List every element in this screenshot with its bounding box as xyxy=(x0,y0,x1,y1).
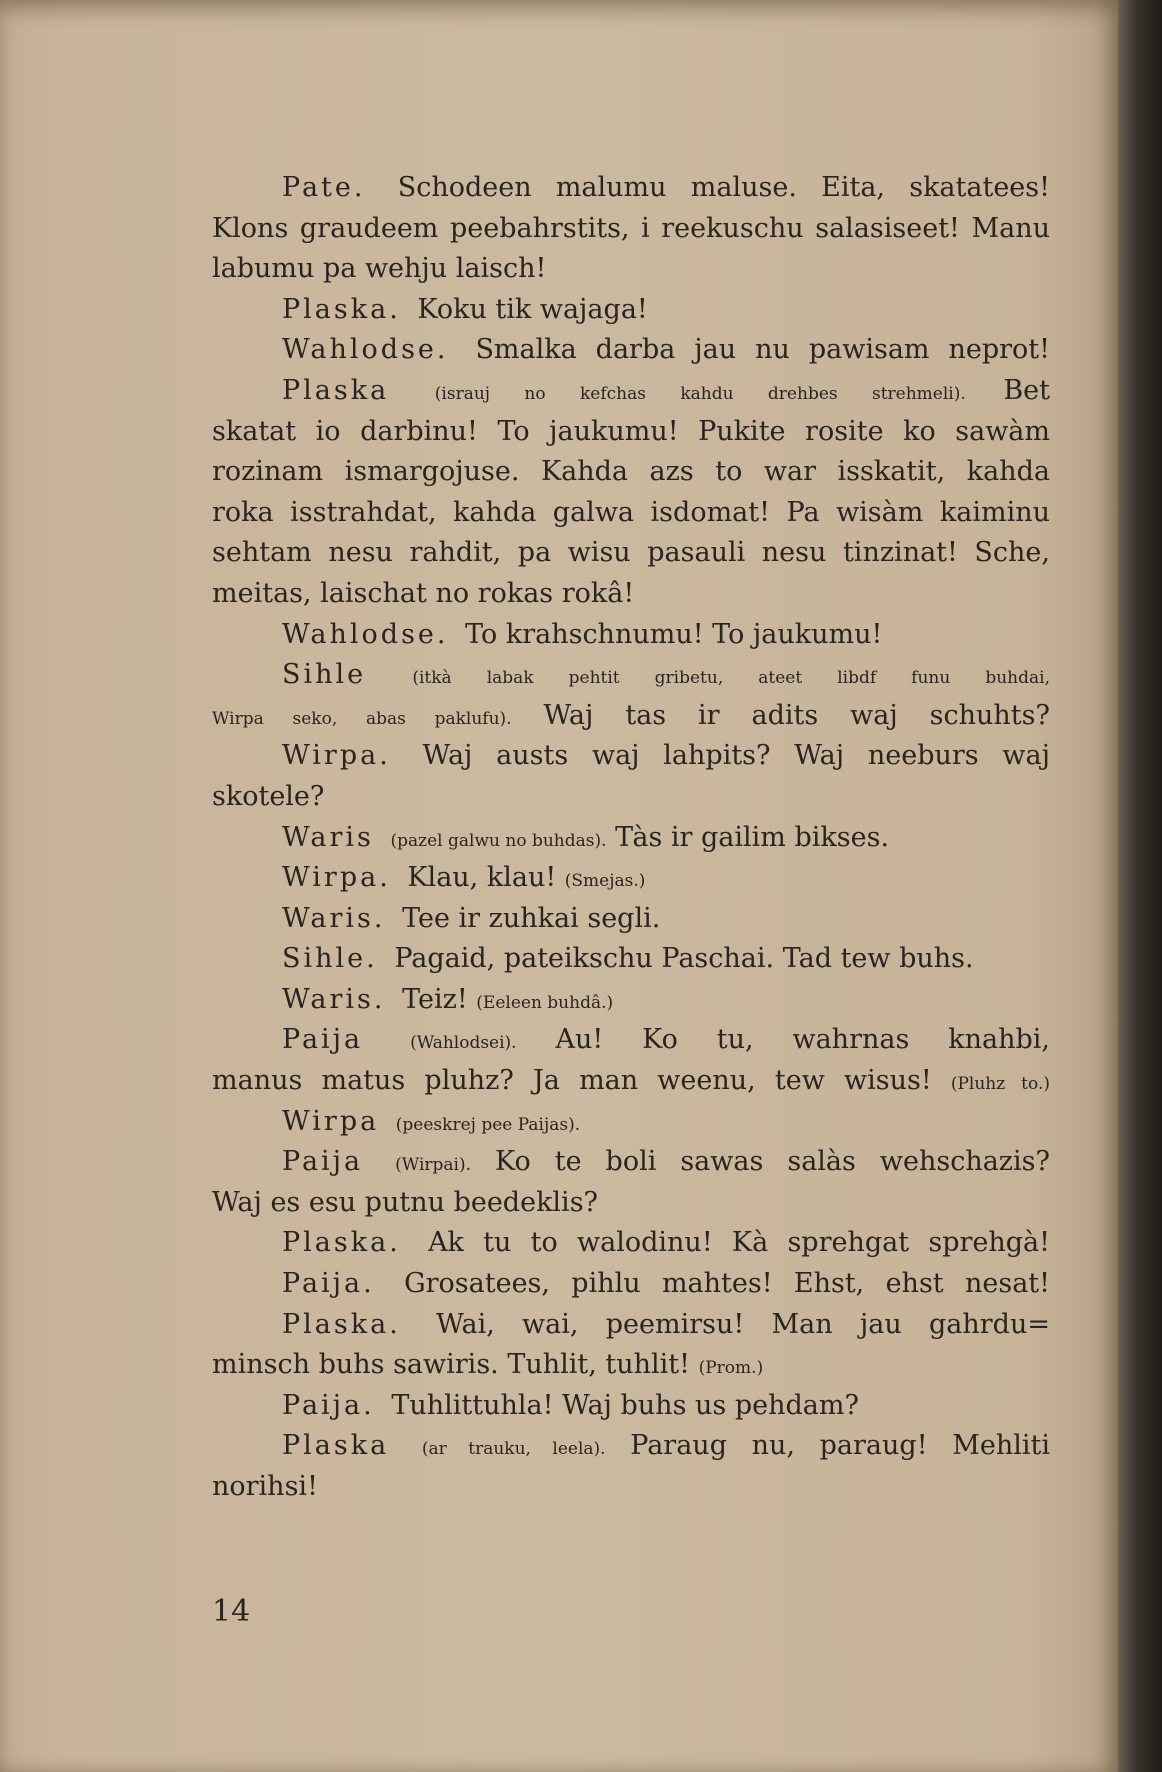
dialogue-text: Koku tik wajaga! xyxy=(417,293,648,325)
text-line xyxy=(212,1183,1050,1224)
dialogue-text: Tuhlittuhla! Waj buhs us pehdam? xyxy=(391,1389,859,1421)
text-line xyxy=(212,533,1050,574)
speaker-name: Wahlodse. xyxy=(282,618,449,650)
stage-direction: (peeskrej pee Paijas). xyxy=(395,1114,581,1135)
stage-direction: Wirpa seko, abas paklufu). xyxy=(212,708,512,729)
speaker-name: Plaska. xyxy=(282,1227,401,1259)
stage-direction: (ar trauku, leela). xyxy=(421,1439,606,1460)
text-line xyxy=(212,777,1050,818)
dialogue-text: Waj es esu putnu beedeklis? xyxy=(212,1186,599,1218)
dialogue-text: Grosatees, pihlu mahtes! Ehst, ehst nesat! xyxy=(404,1268,1050,1300)
speaker-name: Wahlodse. xyxy=(282,334,449,366)
speaker-name: Sihle. xyxy=(282,943,378,975)
speaker-name: Waris xyxy=(282,821,374,853)
text-line xyxy=(212,980,1050,1021)
stage-direction: (Smejas.) xyxy=(564,871,646,892)
text-line xyxy=(212,1223,1050,1264)
speaker-name: Waris. xyxy=(282,983,386,1015)
dialogue-text: Pagaid, pateikschu Paschai. Tad tew buhs. xyxy=(394,943,974,975)
dialogue-text: roka isstrahdat, kahda galwa isdomat! Pa wisàm kaiminu xyxy=(212,496,1050,528)
play-text xyxy=(212,168,1050,1508)
text-line xyxy=(212,371,1050,412)
page-number: 14 xyxy=(212,1594,251,1629)
speaker-name: Pate. xyxy=(282,172,366,203)
text-line xyxy=(212,249,1050,290)
speaker-name: Waris. xyxy=(282,902,386,934)
dialogue-text: Teiz! xyxy=(402,983,468,1015)
text-line xyxy=(212,1426,1050,1467)
stage-direction: (Pluhz to.) xyxy=(950,1074,1050,1095)
dialogue-text: Klau, klau! xyxy=(407,862,557,894)
text-line xyxy=(212,939,1050,980)
text-line xyxy=(212,1386,1050,1427)
stage-direction: (Eeleen buhdâ.) xyxy=(476,992,614,1013)
dialogue-text: norihsi! xyxy=(212,1471,318,1502)
text-line xyxy=(212,1305,1050,1346)
speaker-name: Wirpa. xyxy=(282,740,391,772)
stage-direction: (pazel galwu no buhdas). xyxy=(390,830,607,851)
dialogue-text: meitas, laischat no rokas rokâ! xyxy=(212,577,635,609)
text-line xyxy=(212,209,1050,250)
text-line xyxy=(212,858,1050,899)
dialogue-text: Tee ir zuhkai segli. xyxy=(402,902,661,934)
stage-direction: (Wirpai). xyxy=(395,1155,472,1176)
text-line xyxy=(212,1020,1050,1061)
text-line xyxy=(212,452,1050,493)
speaker-name: Plaska. xyxy=(282,293,401,325)
stage-direction: (Prom.) xyxy=(698,1358,764,1379)
speaker-name: Paija xyxy=(282,1146,364,1178)
dialogue-text: Tàs ir gailim bikses. xyxy=(615,821,890,853)
text-line xyxy=(212,696,1050,737)
speaker-name: Paija xyxy=(282,1024,364,1056)
speaker-name: Plaska xyxy=(282,1430,390,1462)
speaker-name: Sihle xyxy=(282,659,367,691)
dialogue-text: Ko te boli sawas salàs wehschazis? xyxy=(495,1146,1050,1178)
text-line xyxy=(212,493,1050,534)
dialogue-text: Smalka darba jau nu pawisam neprot! xyxy=(475,334,1050,366)
text-line xyxy=(212,290,1050,331)
dialogue-text: skatat io darbinu! To jaukumu! Pukite rosite ko sawàm xyxy=(212,415,1050,447)
dialogue-text: Waj austs waj lahpits? Waj neeburs waj xyxy=(422,740,1050,772)
text-line xyxy=(212,615,1050,656)
dialogue-text: Ak tu to walodinu! Kà sprehgat sprehgà! xyxy=(428,1227,1050,1259)
dialogue-text: Paraug nu, paraug! Mehliti xyxy=(630,1430,1050,1462)
speaker-name: Paija. xyxy=(282,1389,375,1421)
dialogue-text: Bet xyxy=(1003,374,1050,406)
speaker-name: Plaska xyxy=(282,374,390,406)
text-line xyxy=(212,1142,1050,1183)
text-line xyxy=(212,574,1050,615)
text-line xyxy=(212,168,1050,209)
stage-direction: (israuj no kefchas kahdu drehbes strehmeli). xyxy=(434,383,966,404)
stage-direction: (Wahlodsei). xyxy=(410,1033,517,1054)
text-line xyxy=(212,736,1050,777)
speaker-name: Plaska. xyxy=(282,1308,401,1340)
speaker-name: Wirpa xyxy=(282,1105,380,1137)
dialogue-text: labumu pa wehju laisch! xyxy=(212,253,547,285)
dialogue-text: To krahschnumu! To jaukumu! xyxy=(465,618,883,650)
stage-direction: (itkà labak pehtit gribetu, ateet libdf funu buhdai, xyxy=(412,668,1050,689)
dialogue-text: Au! Ko tu, wahrnas knahbi, xyxy=(555,1024,1050,1056)
dialogue-text: sehtam nesu rahdit, pa wisu pasauli nesu tinzinat! Sche, xyxy=(212,537,1050,569)
text-line xyxy=(212,818,1050,859)
text-line xyxy=(212,1264,1050,1305)
dialogue-text: Waj tas ir adits waj schuhts? xyxy=(543,699,1050,731)
dialogue-text: Wai, wai, peemirsu! Man jau gahrdu= xyxy=(436,1308,1050,1340)
dialogue-text: manus matus pluhz? Ja man weenu, tew wisus! xyxy=(212,1065,932,1097)
text-line xyxy=(212,655,1050,696)
text-line xyxy=(212,412,1050,453)
book-spine-edge xyxy=(1118,0,1162,1772)
text-line xyxy=(212,1467,1050,1508)
text-line xyxy=(212,1102,1050,1143)
speaker-name: Wirpa. xyxy=(282,862,391,894)
dialogue-text: rozinam ismargojuse. Kahda azs to war isskatit, kahda xyxy=(212,456,1050,488)
text-line xyxy=(212,1061,1050,1102)
text-line xyxy=(212,899,1050,940)
speaker-name: Paija. xyxy=(282,1268,375,1300)
dialogue-text: minsch buhs sawiris. Tuhlit, tuhlit! xyxy=(212,1349,691,1381)
dialogue-text: Schodeen malumu maluse. Eita, skatatees! xyxy=(397,172,1050,203)
text-line xyxy=(212,330,1050,371)
dialogue-text: Klons graudeem peebahrstits, i reekuschu salasiseet! Manu xyxy=(212,212,1050,244)
text-line xyxy=(212,1345,1050,1386)
dialogue-text: skotele? xyxy=(212,780,325,812)
